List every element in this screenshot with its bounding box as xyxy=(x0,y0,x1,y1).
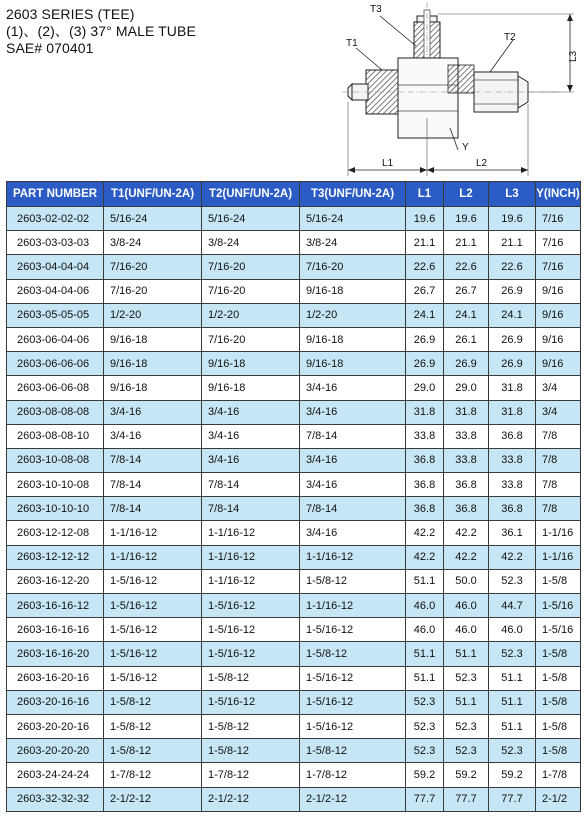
cell-y-value: 9/16 xyxy=(536,279,581,303)
cell-t2-thread: 7/16-20 xyxy=(202,327,300,351)
cell-l2-value: 26.1 xyxy=(444,327,489,351)
cell-l2-value: 52.3 xyxy=(444,739,489,763)
cell-l1-value: 52.3 xyxy=(406,690,444,714)
cell-l2-value: 51.1 xyxy=(444,690,489,714)
cell-t1-thread: 1-7/8-12 xyxy=(104,763,202,787)
cell-y-value: 7/8 xyxy=(536,497,581,521)
table-row xyxy=(7,666,581,690)
cell-t3-thread: 3/4-16 xyxy=(300,376,406,400)
cell-t3-thread: 3/4-16 xyxy=(300,521,406,545)
cell-l3-value: 21.1 xyxy=(489,231,536,255)
cell-t3-thread: 1-5/8-12 xyxy=(300,569,406,593)
cell-l3-value: 22.6 xyxy=(489,255,536,279)
table-row xyxy=(7,594,581,618)
cell-l3-value: 36.8 xyxy=(489,497,536,521)
cell-t3-thread: 5/16-24 xyxy=(300,207,406,231)
tee-fitting-diagram xyxy=(338,0,584,180)
cell-t3-thread: 1-5/16-12 xyxy=(300,690,406,714)
cell-y-value: 1-7/8 xyxy=(536,763,581,787)
cell-t1-thread: 7/8-14 xyxy=(104,473,202,497)
label-y: Y xyxy=(462,142,469,153)
cell-t1-thread: 3/4-16 xyxy=(104,400,202,424)
sae-number: SAE# 070401 xyxy=(6,40,94,56)
cell-l2-value: 46.0 xyxy=(444,618,489,642)
cell-part-number: 2603-06-04-06 xyxy=(7,327,104,351)
table-row xyxy=(7,714,581,738)
series-title: 2603 SERIES (TEE) xyxy=(6,6,135,22)
cell-l1-value: 46.0 xyxy=(406,594,444,618)
cell-t1-thread: 1-1/16-12 xyxy=(104,521,202,545)
table-row xyxy=(7,545,581,569)
cell-t1-thread: 9/16-18 xyxy=(104,376,202,400)
cell-l1-value: 29.0 xyxy=(406,376,444,400)
cell-t1-thread: 7/16-20 xyxy=(104,279,202,303)
cell-l1-value: 51.1 xyxy=(406,569,444,593)
cell-y-value: 1-5/8 xyxy=(536,642,581,666)
table-row xyxy=(7,231,581,255)
cell-part-number: 2603-08-08-08 xyxy=(7,400,104,424)
table-row xyxy=(7,739,581,763)
cell-t1-thread: 1-5/8-12 xyxy=(104,714,202,738)
cell-l3-value: 26.9 xyxy=(489,352,536,376)
cell-l1-value: 77.7 xyxy=(406,787,444,811)
cell-t3-thread: 1-5/16-12 xyxy=(300,618,406,642)
cell-l3-value: 77.7 xyxy=(489,787,536,811)
table-row xyxy=(7,207,581,231)
cell-l2-value: 33.8 xyxy=(444,448,489,472)
cell-part-number: 2603-20-20-16 xyxy=(7,714,104,738)
cell-l2-value: 42.2 xyxy=(444,545,489,569)
cell-t2-thread: 3/8-24 xyxy=(202,231,300,255)
cell-l1-value: 19.6 xyxy=(406,207,444,231)
cell-l3-value: 36.1 xyxy=(489,521,536,545)
table-row xyxy=(7,787,581,811)
cell-l1-value: 36.8 xyxy=(406,473,444,497)
cell-part-number: 2603-16-20-16 xyxy=(7,666,104,690)
cell-l2-value: 36.8 xyxy=(444,473,489,497)
spec-table-container xyxy=(6,181,580,812)
cell-t1-thread: 9/16-18 xyxy=(104,327,202,351)
cell-t2-thread: 2-1/2-12 xyxy=(202,787,300,811)
cell-l1-value: 36.8 xyxy=(406,448,444,472)
table-row xyxy=(7,569,581,593)
cell-part-number: 2603-04-04-06 xyxy=(7,279,104,303)
cell-l2-value: 51.1 xyxy=(444,642,489,666)
cell-l1-value: 26.9 xyxy=(406,327,444,351)
cell-part-number: 2603-10-08-08 xyxy=(7,448,104,472)
cell-l1-value: 31.8 xyxy=(406,400,444,424)
cell-l1-value: 52.3 xyxy=(406,714,444,738)
spec-table xyxy=(6,181,581,812)
cell-l1-value: 21.1 xyxy=(406,231,444,255)
cell-part-number: 2603-10-10-08 xyxy=(7,473,104,497)
cell-l1-value: 46.0 xyxy=(406,618,444,642)
cell-t1-thread: 1-5/8-12 xyxy=(104,739,202,763)
cell-t2-thread: 1-5/16-12 xyxy=(202,690,300,714)
cell-l2-value: 46.0 xyxy=(444,594,489,618)
cell-y-value: 7/16 xyxy=(536,231,581,255)
cell-part-number: 2603-06-06-06 xyxy=(7,352,104,376)
cell-t3-thread: 1-5/8-12 xyxy=(300,739,406,763)
cell-part-number: 2603-06-06-08 xyxy=(7,376,104,400)
cell-y-value: 7/8 xyxy=(536,473,581,497)
cell-t1-thread: 3/4-16 xyxy=(104,424,202,448)
cell-l3-value: 33.8 xyxy=(489,448,536,472)
cell-t1-thread: 7/8-14 xyxy=(104,497,202,521)
cell-t3-thread: 3/8-24 xyxy=(300,231,406,255)
table-row xyxy=(7,303,581,327)
cell-l3-value: 31.8 xyxy=(489,400,536,424)
cell-l3-value: 44.7 xyxy=(489,594,536,618)
tee-fitting-drawing xyxy=(338,0,584,180)
header-part-number: PART NUMBER xyxy=(7,182,104,207)
cell-l3-value: 52.3 xyxy=(489,642,536,666)
cell-t2-thread: 3/4-16 xyxy=(202,400,300,424)
cell-part-number: 2603-32-32-32 xyxy=(7,787,104,811)
label-l3: L3 xyxy=(568,50,579,62)
cell-l3-value: 36.8 xyxy=(489,424,536,448)
cell-t2-thread: 1-7/8-12 xyxy=(202,763,300,787)
label-t1: T1 xyxy=(346,38,358,49)
cell-l3-value: 19.6 xyxy=(489,207,536,231)
cell-l2-value: 21.1 xyxy=(444,231,489,255)
header-l3: L3 xyxy=(489,182,536,207)
cell-l3-value: 59.2 xyxy=(489,763,536,787)
cell-t1-thread: 3/8-24 xyxy=(104,231,202,255)
cell-t3-thread: 9/16-18 xyxy=(300,279,406,303)
cell-y-value: 7/8 xyxy=(536,448,581,472)
label-l2: L2 xyxy=(476,158,488,169)
header-l2: L2 xyxy=(444,182,489,207)
table-row xyxy=(7,690,581,714)
cell-l3-value: 46.0 xyxy=(489,618,536,642)
cell-t3-thread: 7/8-14 xyxy=(300,497,406,521)
header-t1: T1(UNF/UN-2A) xyxy=(104,182,202,207)
table-row xyxy=(7,473,581,497)
cell-y-value: 9/16 xyxy=(536,352,581,376)
cell-l3-value: 51.1 xyxy=(489,690,536,714)
cell-l3-value: 52.3 xyxy=(489,739,536,763)
header-y: Y(INCH) xyxy=(536,182,581,207)
cell-l1-value: 36.8 xyxy=(406,497,444,521)
table-row xyxy=(7,497,581,521)
cell-y-value: 7/16 xyxy=(536,207,581,231)
table-row xyxy=(7,618,581,642)
cell-l3-value: 31.8 xyxy=(489,376,536,400)
cell-t3-thread: 1-1/16-12 xyxy=(300,545,406,569)
cell-l3-value: 42.2 xyxy=(489,545,536,569)
header-t2: T2(UNF/UN-2A) xyxy=(202,182,300,207)
cell-t3-thread: 2-1/2-12 xyxy=(300,787,406,811)
cell-l2-value: 26.9 xyxy=(444,352,489,376)
cell-l1-value: 26.9 xyxy=(406,352,444,376)
cell-y-value: 1-5/8 xyxy=(536,739,581,763)
label-t3: T3 xyxy=(370,4,382,15)
cell-part-number: 2603-20-16-16 xyxy=(7,690,104,714)
cell-l2-value: 50.0 xyxy=(444,569,489,593)
cell-part-number: 2603-16-16-12 xyxy=(7,594,104,618)
cell-l1-value: 42.2 xyxy=(406,545,444,569)
cell-l1-value: 59.2 xyxy=(406,763,444,787)
header-l1: L1 xyxy=(406,182,444,207)
cell-y-value: 2-1/2 xyxy=(536,787,581,811)
cell-t3-thread: 1-7/8-12 xyxy=(300,763,406,787)
cell-t2-thread: 9/16-18 xyxy=(202,352,300,376)
cell-y-value: 7/16 xyxy=(536,255,581,279)
cell-t2-thread: 1/2-20 xyxy=(202,303,300,327)
cell-l3-value: 51.1 xyxy=(489,666,536,690)
cell-y-value: 7/8 xyxy=(536,424,581,448)
cell-t1-thread: 9/16-18 xyxy=(104,352,202,376)
cell-t3-thread: 3/4-16 xyxy=(300,448,406,472)
cell-t1-thread: 1/2-20 xyxy=(104,303,202,327)
cell-part-number: 2603-10-10-10 xyxy=(7,497,104,521)
cell-t2-thread: 1-1/16-12 xyxy=(202,545,300,569)
table-row xyxy=(7,424,581,448)
cell-t1-thread: 7/8-14 xyxy=(104,448,202,472)
cell-t3-thread: 9/16-18 xyxy=(300,327,406,351)
cell-l1-value: 26.7 xyxy=(406,279,444,303)
cell-l2-value: 59.2 xyxy=(444,763,489,787)
cell-y-value: 1-5/16 xyxy=(536,618,581,642)
cell-part-number: 2603-20-20-20 xyxy=(7,739,104,763)
cell-y-value: 9/16 xyxy=(536,327,581,351)
cell-t2-thread: 1-5/16-12 xyxy=(202,618,300,642)
table-row xyxy=(7,400,581,424)
cell-part-number: 2603-16-16-20 xyxy=(7,642,104,666)
cell-t3-thread: 3/4-16 xyxy=(300,400,406,424)
cell-l1-value: 33.8 xyxy=(406,424,444,448)
cell-y-value: 3/4 xyxy=(536,376,581,400)
cell-part-number: 2603-24-24-24 xyxy=(7,763,104,787)
cell-l1-value: 42.2 xyxy=(406,521,444,545)
cell-l2-value: 26.7 xyxy=(444,279,489,303)
cell-y-value: 3/4 xyxy=(536,400,581,424)
table-row xyxy=(7,376,581,400)
cell-part-number: 2603-16-16-16 xyxy=(7,618,104,642)
cell-l2-value: 42.2 xyxy=(444,521,489,545)
cell-t1-thread: 2-1/2-12 xyxy=(104,787,202,811)
cell-y-value: 1-1/16 xyxy=(536,545,581,569)
cell-t3-thread: 1-5/16-12 xyxy=(300,714,406,738)
series-description: (1)、(2)、(3) 37° MALE TUBE xyxy=(6,23,196,39)
cell-t2-thread: 1-5/8-12 xyxy=(202,739,300,763)
table-header-row xyxy=(7,182,581,207)
table-body xyxy=(7,207,581,812)
label-t2: T2 xyxy=(504,32,516,43)
cell-part-number: 2603-05-05-05 xyxy=(7,303,104,327)
cell-t2-thread: 7/16-20 xyxy=(202,255,300,279)
cell-t2-thread: 7/8-14 xyxy=(202,473,300,497)
cell-l2-value: 52.3 xyxy=(444,714,489,738)
header-t3: T3(UNF/UN-2A) xyxy=(300,182,406,207)
cell-t3-thread: 1-5/16-12 xyxy=(300,666,406,690)
cell-t2-thread: 1-5/16-12 xyxy=(202,642,300,666)
cell-t1-thread: 5/16-24 xyxy=(104,207,202,231)
cell-part-number: 2603-03-03-03 xyxy=(7,231,104,255)
cell-t3-thread: 1-5/8-12 xyxy=(300,642,406,666)
table-row xyxy=(7,352,581,376)
table-row xyxy=(7,327,581,351)
cell-l3-value: 24.1 xyxy=(489,303,536,327)
cell-l2-value: 33.8 xyxy=(444,424,489,448)
cell-t2-thread: 7/16-20 xyxy=(202,279,300,303)
cell-l2-value: 22.6 xyxy=(444,255,489,279)
cell-l1-value: 22.6 xyxy=(406,255,444,279)
cell-t1-thread: 1-5/8-12 xyxy=(104,690,202,714)
spec-header xyxy=(6,6,196,57)
cell-t3-thread: 7/16-20 xyxy=(300,255,406,279)
cell-y-value: 1-5/8 xyxy=(536,690,581,714)
cell-l3-value: 26.9 xyxy=(489,279,536,303)
cell-y-value: 1-1/16 xyxy=(536,521,581,545)
cell-t1-thread: 1-5/16-12 xyxy=(104,666,202,690)
cell-part-number: 2603-16-12-20 xyxy=(7,569,104,593)
cell-part-number: 2603-08-08-10 xyxy=(7,424,104,448)
cell-t1-thread: 7/16-20 xyxy=(104,255,202,279)
cell-part-number: 2603-12-12-12 xyxy=(7,545,104,569)
cell-l3-value: 33.8 xyxy=(489,473,536,497)
cell-l2-value: 29.0 xyxy=(444,376,489,400)
hex-body xyxy=(398,58,474,138)
cell-t1-thread: 1-5/16-12 xyxy=(104,642,202,666)
label-l1: L1 xyxy=(382,158,394,169)
cell-t2-thread: 5/16-24 xyxy=(202,207,300,231)
cell-t3-thread: 1/2-20 xyxy=(300,303,406,327)
cell-y-value: 1-5/8 xyxy=(536,569,581,593)
cell-t2-thread: 1-5/8-12 xyxy=(202,714,300,738)
cell-t2-thread: 3/4-16 xyxy=(202,448,300,472)
cell-t1-thread: 1-5/16-12 xyxy=(104,569,202,593)
cell-t1-thread: 1-5/16-12 xyxy=(104,618,202,642)
cell-t2-thread: 3/4-16 xyxy=(202,424,300,448)
table-row xyxy=(7,763,581,787)
cell-l2-value: 36.8 xyxy=(444,497,489,521)
cell-l1-value: 24.1 xyxy=(406,303,444,327)
cell-l3-value: 51.1 xyxy=(489,714,536,738)
cell-l1-value: 51.1 xyxy=(406,642,444,666)
cell-l2-value: 24.1 xyxy=(444,303,489,327)
cell-l3-value: 26.9 xyxy=(489,327,536,351)
cell-l2-value: 77.7 xyxy=(444,787,489,811)
table-row xyxy=(7,448,581,472)
cell-l1-value: 51.1 xyxy=(406,666,444,690)
cell-l1-value: 52.3 xyxy=(406,739,444,763)
cell-l2-value: 19.6 xyxy=(444,207,489,231)
cell-l2-value: 52.3 xyxy=(444,666,489,690)
cell-y-value: 1-5/8 xyxy=(536,666,581,690)
table-row xyxy=(7,642,581,666)
cell-t3-thread: 1-1/16-12 xyxy=(300,594,406,618)
cell-t2-thread: 9/16-18 xyxy=(202,376,300,400)
table-row xyxy=(7,279,581,303)
cell-t1-thread: 1-1/16-12 xyxy=(104,545,202,569)
cell-part-number: 2603-02-02-02 xyxy=(7,207,104,231)
cell-t3-thread: 3/4-16 xyxy=(300,473,406,497)
cell-y-value: 1-5/16 xyxy=(536,594,581,618)
cell-t1-thread: 1-5/16-12 xyxy=(104,594,202,618)
table-row xyxy=(7,521,581,545)
cell-t3-thread: 7/8-14 xyxy=(300,424,406,448)
table-row xyxy=(7,255,581,279)
cell-l2-value: 31.8 xyxy=(444,400,489,424)
cell-t2-thread: 1-1/16-12 xyxy=(202,521,300,545)
cell-y-value: 9/16 xyxy=(536,303,581,327)
cell-part-number: 2603-12-12-08 xyxy=(7,521,104,545)
cell-t3-thread: 9/16-18 xyxy=(300,352,406,376)
cell-t2-thread: 1-1/16-12 xyxy=(202,569,300,593)
cell-t2-thread: 1-5/8-12 xyxy=(202,666,300,690)
cell-t2-thread: 7/8-14 xyxy=(202,497,300,521)
cell-t2-thread: 1-5/16-12 xyxy=(202,594,300,618)
cell-l3-value: 52.3 xyxy=(489,569,536,593)
cell-part-number: 2603-04-04-04 xyxy=(7,255,104,279)
cell-y-value: 1-5/8 xyxy=(536,714,581,738)
